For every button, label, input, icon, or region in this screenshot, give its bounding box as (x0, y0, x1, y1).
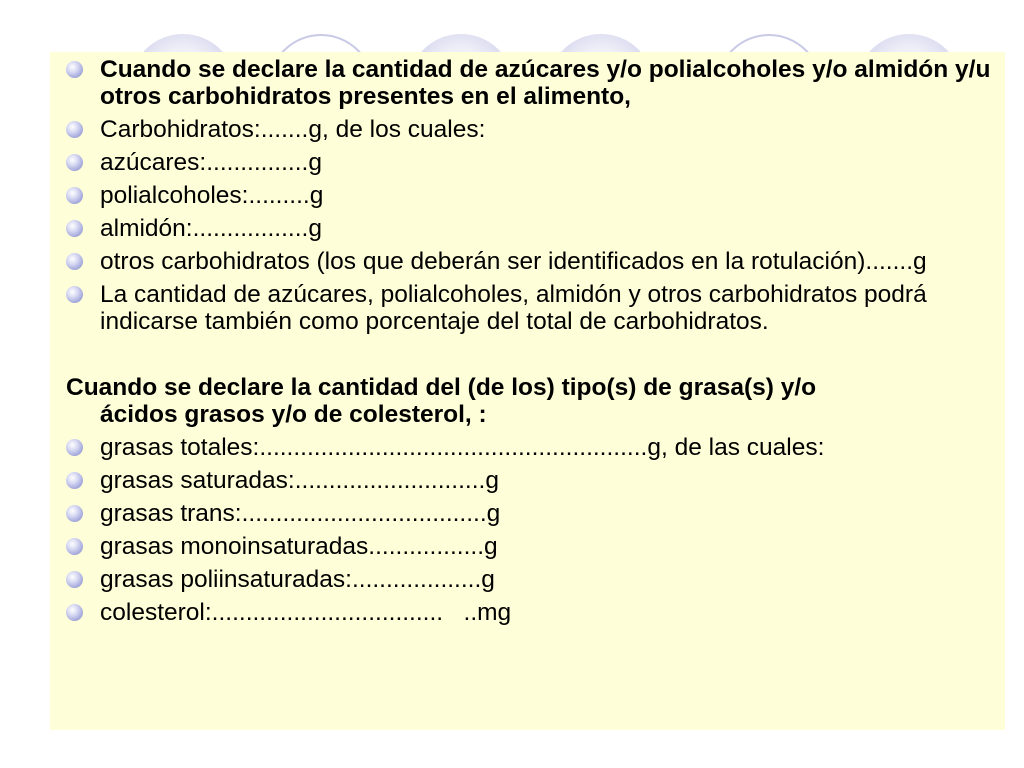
sphere-bullet-icon (66, 538, 83, 555)
heading-line-1: Cuando se declare la cantidad del (de los) tipo(s) de grasa(s) y/o (66, 374, 817, 401)
bullet-text: colesterol:.................................. ..mg (100, 599, 512, 626)
sphere-bullet-icon (66, 187, 83, 204)
sphere-bullet-icon (66, 604, 83, 621)
bullet-text: grasas trans:....................................g (100, 500, 501, 527)
bullet-item-total-fat (62, 434, 992, 461)
bullet-item-polyols (62, 182, 992, 209)
bullet-item-carbohydrates-intro (62, 56, 992, 110)
bullet-item-percentage-note (62, 281, 992, 335)
sphere-bullet-icon (66, 121, 83, 138)
bullet-text: La cantidad de azúcares, polialcoholes, almidón y otros carbohidratos podrá indicarse también como porcentaje del total de carbohidratos. (100, 281, 927, 335)
bullet-text: Cuando se declare la cantidad de azúcares y/o polialcoholes y/o almidón y/u otros carbohidratos presentes en el alimento, (100, 56, 991, 110)
bullet-item-saturated-fat (62, 467, 992, 494)
sphere-bullet-icon (66, 154, 83, 171)
bullet-text: otros carbohidratos (los que deberán ser identificados en la rotulación).......g (100, 248, 927, 275)
bullet-text: Carbohidratos:.......g, de los cuales: (100, 116, 486, 143)
section-spacer (62, 341, 992, 374)
bullet-item-cholesterol (62, 599, 992, 626)
bullet-item-polyunsaturated-fat (62, 566, 992, 593)
bullet-text: polialcoholes:.........g (100, 182, 324, 209)
bullet-text: grasas poliinsaturadas:...................g (100, 566, 495, 593)
slide-body (62, 56, 992, 632)
sphere-bullet-icon (66, 439, 83, 456)
bullet-text: grasas saturadas:............................g (100, 467, 499, 494)
bullet-item-monounsaturated-fat (62, 533, 992, 560)
bullet-text: grasas monoinsaturadas.................g (100, 533, 498, 560)
bullet-item-carbohydrates (62, 116, 992, 143)
fats-section-heading (62, 374, 992, 428)
sphere-bullet-icon (66, 61, 83, 78)
bullet-item-sugars (62, 149, 992, 176)
bullet-text: almidón:.................g (100, 215, 322, 242)
sphere-bullet-icon (66, 472, 83, 489)
heading-line-2: ácidos grasos y/o de colesterol, : (100, 401, 487, 428)
sphere-bullet-icon (66, 571, 83, 588)
bullet-text: grasas totales:.........................................................g, de las cuales: (100, 434, 825, 461)
sphere-bullet-icon (66, 253, 83, 270)
sphere-bullet-icon (66, 286, 83, 303)
bullet-item-other-carbohydrates (62, 248, 992, 275)
bullet-text: azúcares:...............g (100, 149, 322, 176)
sphere-bullet-icon (66, 220, 83, 237)
sphere-bullet-icon (66, 505, 83, 522)
bullet-item-starch (62, 215, 992, 242)
bullet-item-trans-fat (62, 500, 992, 527)
